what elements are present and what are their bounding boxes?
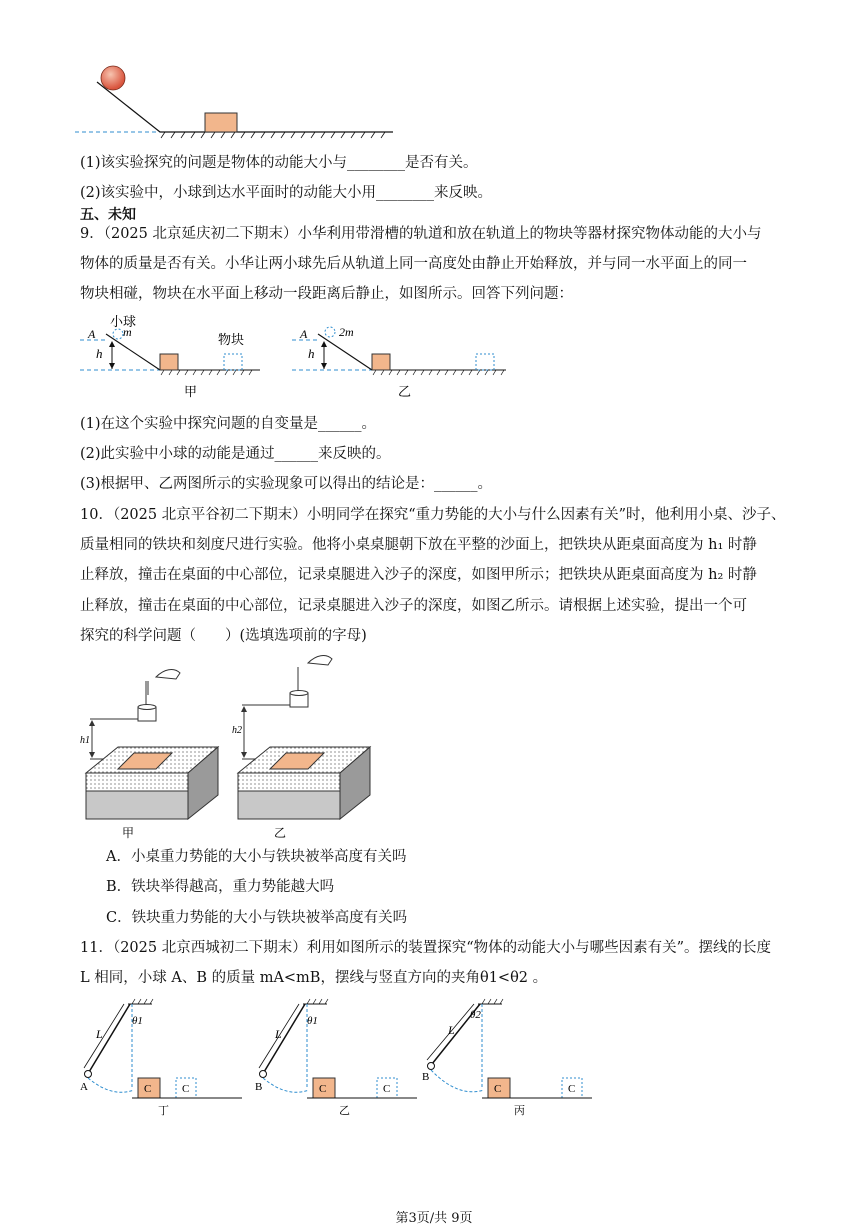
block-label: 物块	[218, 332, 245, 347]
q9-sub3: (3)根据甲、乙两图所示的实验现象可以得出的结论是：______。	[80, 476, 493, 492]
svg-text:m: m	[123, 325, 132, 339]
q10-figure	[78, 655, 378, 840]
svg-text:甲: 甲	[122, 826, 135, 840]
section-heading: 五、未知	[80, 207, 136, 223]
svg-text:h: h	[308, 346, 315, 361]
svg-text:θ1: θ1	[307, 1015, 318, 1027]
svg-text:2m: 2m	[339, 325, 354, 339]
svg-text:C: C	[494, 1083, 502, 1095]
svg-text:B: B	[255, 1081, 263, 1093]
caption-yi: 乙	[398, 384, 412, 399]
q11-stem-1: 11．（2025 北京西城初二下期末）利用如图所示的装置探究“物体的动能大小与哪些因素有关”。摆线的长度	[80, 940, 772, 956]
svg-text:B: B	[422, 1071, 430, 1083]
q9-sub1: (1)在这个实验中探究问题的自变量是______。	[80, 416, 377, 432]
svg-text:C: C	[144, 1083, 152, 1095]
svg-text:C: C	[182, 1083, 190, 1095]
svg-text:θ2: θ2	[470, 1009, 481, 1021]
svg-text:A: A	[80, 1081, 88, 1093]
q10-option-a: A．小桌重力势能的大小与铁块被举高度有关吗	[106, 849, 407, 865]
ball	[101, 66, 125, 90]
q10-stem-3: 止释放，撞击在桌面的中心部位，记录桌腿进入沙子的深度，如图甲所示；把铁块从距桌面高度为 h₂ 时静	[80, 567, 757, 583]
svg-text:h1: h1	[80, 735, 90, 746]
svg-text:丁: 丁	[158, 1105, 169, 1117]
svg-text:h2: h2	[232, 725, 242, 736]
q11-figure	[72, 994, 612, 1119]
q11-stem-2: L 相同，小球 A、B 的质量 mA<mB，摆线与竖直方向的夹角θ1<θ2 。	[80, 970, 548, 986]
q10-stem-2: 质量相同的铁块和刻度尺进行实验。他将小桌桌腿朝下放在平整的沙面上，把铁块从距桌面高度为 h₁ 时静	[80, 537, 757, 553]
q9-stem-3: 物块相碰，物块在水平面上移动一段距离后静止，如图所示。回答下列问题：	[80, 286, 573, 302]
ramp-ball-figure	[75, 62, 405, 142]
q10-stem-4: 止释放，撞击在桌面的中心部位，记录桌腿进入沙子的深度，如图乙所示。请根据上述实验，提出一个可	[80, 598, 747, 614]
q10-option-c: C．铁块重力势能的大小与铁块被举高度有关吗	[106, 910, 408, 926]
q10-stem-5: 探究的科学问题（ ）(选填选项前的字母)	[80, 628, 367, 644]
page-footer: 第3页/共 9页	[395, 1211, 473, 1226]
q9-stem-1: 9．（2025 北京延庆初二下期末）小华利用带滑槽的轨道和放在轨道上的物块等器材探究物体动能的大小与	[80, 226, 762, 242]
svg-text:C: C	[319, 1083, 327, 1095]
q9-stem-2: 物体的质量是否有关。小华让两小球先后从轨道上同一高度处由静止开始释放，并与同一水平面上的同一	[80, 256, 747, 272]
svg-text:乙: 乙	[274, 826, 287, 840]
q10-option-b: B．铁块举得越高，重力势能越大吗	[106, 879, 335, 895]
svg-text:θ1: θ1	[132, 1015, 143, 1027]
q9-figure	[78, 312, 518, 402]
svg-text:C: C	[568, 1083, 576, 1095]
svg-text:A: A	[300, 327, 308, 341]
q9-sub2: (2)此实验中小球的动能是通过______来反映的。	[80, 446, 391, 462]
ball-label: 小球	[110, 314, 137, 329]
q8-sub2: (2)该实验中，小球到达水平面时的动能大小用________来反映。	[80, 185, 493, 201]
q10-stem-1: 10．（2025 北京平谷初二下期末）小明同学在探究“重力势能的大小与什么因素有关”时，他利用小桌、沙子、	[80, 507, 786, 523]
svg-text:乙: 乙	[339, 1105, 350, 1117]
height-label: h	[96, 346, 103, 361]
caption-jia: 甲	[184, 384, 198, 399]
svg-text:L: L	[96, 1027, 103, 1041]
svg-text:L: L	[448, 1023, 455, 1037]
svg-text:C: C	[383, 1083, 391, 1095]
svg-text:L: L	[275, 1027, 282, 1041]
svg-text:丙: 丙	[514, 1105, 525, 1117]
svg-text:A: A	[88, 327, 96, 341]
q8-sub1: (1)该实验探究的问题是物体的动能大小与________是否有关。	[80, 155, 478, 171]
block	[205, 113, 237, 132]
